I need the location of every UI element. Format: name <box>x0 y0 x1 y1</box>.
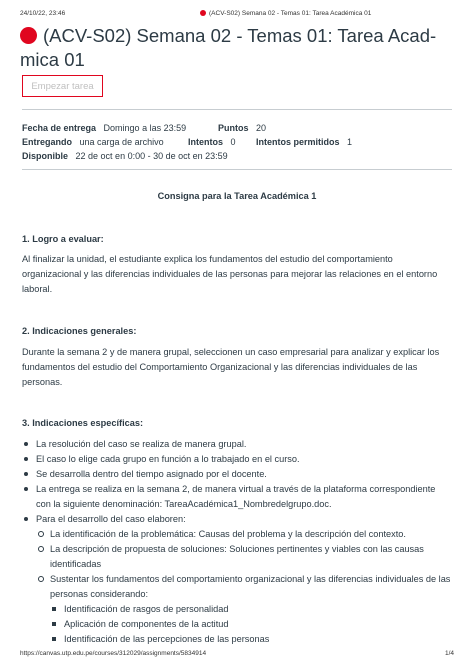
list-item: Aplicación de componentes de la actitud <box>50 617 452 632</box>
bullet-icon <box>24 442 28 446</box>
list-item: La entrega se realiza en la semana 2, de manera virtual a través de la plataforma correspondiente con la siguiente denominación: TareaAcadémica1_Nombredelgrupo.doc. <box>22 482 452 512</box>
allowed-attempts: Intentos permitidos 1 <box>256 137 353 147</box>
list-item: La identificación de la problemática: Causas del problema y la descripción del contexto. <box>36 527 452 542</box>
section-1-text: Al finalizar la unidad, el estudiante explica los fundamentos del estudio del comportamiento organizacional y las diferencias individuales de las personas para mejorar las relaciones en el entorno laboral. <box>22 254 438 294</box>
square-bullet-icon <box>52 637 56 641</box>
bullet-icon <box>24 457 28 461</box>
page-url: https://canvas.utp.edu.pe/courses/312029/assignments/5834914 <box>20 650 207 657</box>
circle-bullet-icon <box>38 576 44 582</box>
assignment-title: (ACV-S02) Semana 02 - Temas 01: Tarea Acad- mica 01 <box>20 25 437 70</box>
circle-bullet-icon <box>38 531 44 537</box>
availability: Disponible 22 de oct en 0:00 - 30 de oct en 23:59 <box>22 151 228 161</box>
section-2-text: Durante la semana 2 y de manera grupal, seleccionen un caso empresarial para analizar y explicar los fundamentos del estudio del Comportamiento Organizacional y las diferencias individuales de las personas. <box>22 347 440 387</box>
list-item: Sustentar los fundamentos del comportamiento organizacional y las diferencias individuales de las personas considerando: Identificación de rasgos de personalidad Aplicación de componentes de la actitud Identificación de las percepciones de las personas <box>36 572 452 647</box>
divider <box>22 109 452 110</box>
bullet-icon <box>24 472 28 476</box>
section-3-title: 3. Indicaciones específicas: <box>22 418 144 428</box>
points: Puntos 20 <box>218 123 267 133</box>
bullet-icon <box>24 517 28 521</box>
list-item: La descripción de propuesta de soluciones: Soluciones pertinentes y viables con las causas identificadas <box>36 542 452 572</box>
section-2-title: 2. Indicaciones generales: <box>22 326 137 336</box>
attempts: Intentos 0 <box>188 137 236 147</box>
print-page-title: (ACV-S02) Semana 02 - Temas 01: Tarea Académica 01 <box>200 10 371 17</box>
start-assignment-button[interactable]: Empezar tarea <box>22 75 103 97</box>
bullet-icon <box>24 487 28 491</box>
submitting: Entregando una carga de archivo <box>22 137 164 147</box>
print-header <box>20 10 454 22</box>
square-bullet-icon <box>52 607 56 611</box>
list-item: Para el desarrollo del caso elaboren: La identificación de la problemática: Causas del problema y la descripción del contexto. La descripción de propuesta de soluciones: Soluciones pertinentes y viables con las causas identificadas Sustentar los fundamentos del comportamiento organizacional y las diferencias individuales de las personas considerando: Identificación de rasgos de personalidad Aplicación de componentes de la actitud Identificación de las percepciones de las personas <box>22 512 452 647</box>
specific-instructions-list <box>22 437 452 647</box>
list-item: El caso lo elige cada grupo en función a lo trabajado en el curso. <box>22 452 452 467</box>
page-number: 1/4 <box>444 650 454 657</box>
instructions-heading: Consigna para la Tarea Académica 1 <box>157 191 317 201</box>
circle-bullet-icon <box>38 546 44 552</box>
section-1-title: 1. Logro a evaluar: <box>22 234 104 244</box>
record-dot-icon <box>200 10 206 16</box>
list-item: Identificación de las percepciones de las personas <box>50 632 452 647</box>
list-item: Se desarrolla dentro del tiempo asignado por el docente. <box>22 467 452 482</box>
square-bullet-icon <box>52 622 56 626</box>
list-item: La resolución del caso se realiza de manera grupal. <box>22 437 452 452</box>
due-date: Fecha de entrega Domingo a las 23:59 <box>22 123 187 133</box>
list-item: Identificación de rasgos de personalidad <box>50 602 452 617</box>
record-dot-icon <box>20 27 37 44</box>
print-timestamp: 24/10/22, 23:46 <box>20 10 66 17</box>
divider <box>22 169 452 170</box>
